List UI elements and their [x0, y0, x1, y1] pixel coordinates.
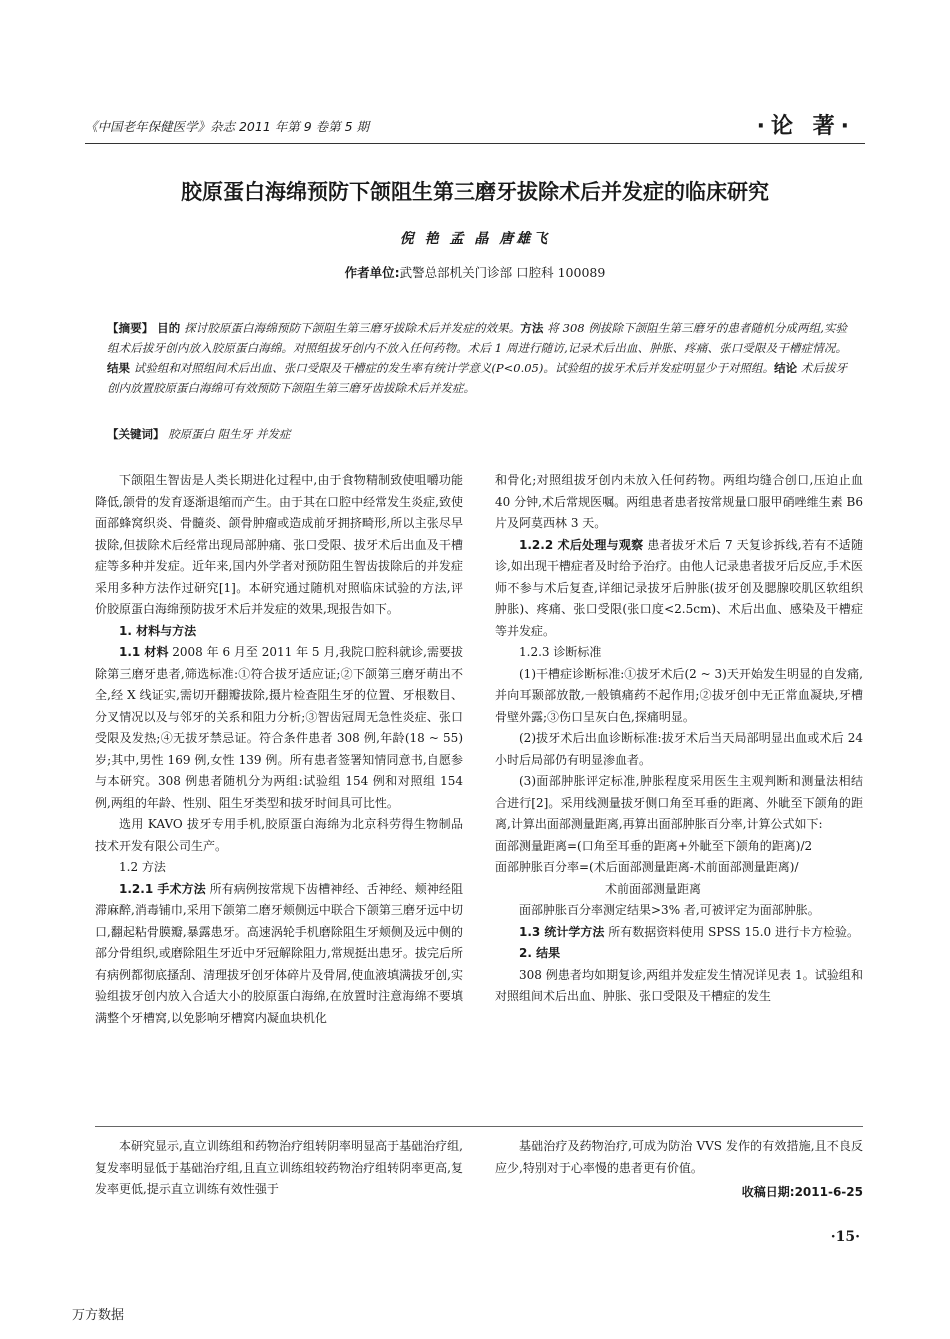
- journal-header: [85, 111, 865, 144]
- keywords: [107, 426, 847, 442]
- section-label: ·论 著·: [756, 114, 855, 139]
- abstract-label: 【摘要】: [107, 321, 154, 335]
- subheading-1-2-1: 1.2.1 手术方法: [119, 881, 206, 896]
- intro-paragraph: 下颌阻生智齿是人类长期进化过程中,由于食物精制致使咀嚼功能降低,颌骨的发育逐渐退缩而产生。由于其在口腔中经常发生炎症,致使面部蜂窝织炎、骨髓炎、颌骨肿瘤或造成前牙拥挤畸形,所以主张尽早拔除,但拔除术后经常出现局部肿痛、张口受限、拔牙术后出血及干槽症等多种并发症。近年来,国内外学者对预防阻生智齿拔除后的并发症采用多种方法作过研究[1]。本研究通过随机对照临床试验的方法,评价胶原蛋白海绵预防拔牙术后并发症的效果,现报告如下。: [95, 473, 463, 616]
- page-number: ·15·: [830, 1229, 860, 1245]
- criteria-1: (1)干槽症诊断标准:①拔牙术后(2 ~ 3)天开始发生明显的自发痛,并向耳颞部放散,一般镇痛药不起作用;②拔牙创中无正常血凝块,牙槽骨壁外露;③伤口呈灰白色,探痛明显。: [495, 666, 863, 724]
- footer-column-left: [95, 1136, 463, 1201]
- subheading-1-3: 1.3 统计学方法: [519, 924, 605, 939]
- section-heading-1: 1. 材料与方法: [119, 623, 197, 638]
- text-1-2-1: 所有病例按常规下齿槽神经、舌神经、颊神经阻滞麻醉,消毒铺巾,采用下颌第二磨牙颊侧远中联合下颌第三磨牙远中切口,翻起粘骨膜瓣,暴露患牙。高速涡轮手机磨除阻生牙颊侧及远中侧的部分骨组织,或磨除阻生牙近中牙冠解除阻力,常规挺出患牙。拔完后所有病例都彻底搔刮、清理拔牙创牙体碎片及骨屑,使血液填满拔牙创,实验组拔牙创内放入合适大小的胶原蛋白海绵,在放置时注意海绵不要填满整个牙槽窝,以免影响牙槽窝内凝血块机化: [95, 881, 463, 1025]
- criteria-4: 面部肿胀百分率测定结果>3% 者,可被评定为面部肿胀。: [519, 903, 820, 917]
- paragraph-1-3: [495, 922, 863, 944]
- paragraph-1-1: [95, 642, 463, 814]
- authors: 倪 艳 孟 晶 唐雄飞: [399, 231, 551, 247]
- paragraph-1-2-2: [495, 535, 863, 643]
- affiliation-text: 武警总部机关门诊部 口腔科 100089: [399, 265, 606, 280]
- paragraph-1-2-1: [95, 879, 463, 1030]
- journal-info: 《中国老年保健医学》杂志 2011 年第 9 卷第 5 期: [85, 119, 370, 134]
- section-heading-2: 2. 结果: [519, 946, 561, 960]
- abstract-conclusion: 术后拔牙创内放置胶原蛋白海绵可有效预防下颌阻生第三磨牙齿拔除术后并发症。: [107, 361, 848, 395]
- subheading-1-2-3: 1.2.3 诊断标准: [519, 645, 602, 659]
- criteria-3: (3)面部肿胀评定标准,肿胀程度采用医生主观判断和测量法相结合进行[2]。采用线测量拔牙侧口角至耳垂的距离、外眦至下颌角的距离,计算出面部测量距离,再算出面部肿胀百分率,计算公式如下:: [495, 774, 863, 831]
- paragraph-continued: 和骨化;对照组拔牙创内未放入任何药物。两组均缝合创口,压迫止血 40 分钟,术后常规医嘱。两组患者患者按常规量口服甲硝唑维生素 B6 片及阿莫西林 3 天。: [495, 473, 863, 530]
- footer-column-right: [495, 1136, 863, 1179]
- abstract: [107, 318, 847, 398]
- keywords-text: 胶原蛋白 阻生牙 并发症: [168, 427, 291, 441]
- subheading-1-1: 1.1 材料: [119, 645, 169, 659]
- footer-text-left: 本研究显示,直立训练组和药物治疗组转阴率明显高于基础治疗组,复发率明显低于基础治疗组,且直立训练组较药物治疗组转阴率更高,复发率更低,提示直立训练有效性强于: [95, 1139, 463, 1196]
- article-title: 胶原蛋白海绵预防下颌阻生第三磨牙拔除术后并发症的临床研究: [181, 180, 769, 204]
- criteria-2: (2)拔牙术后出血诊断标准:拔牙术后当天局部明显出血或术后 24 小时后局部仍有明显渗血者。: [495, 731, 863, 767]
- formula-2-denominator: 术前面部测量距离: [605, 881, 702, 896]
- subheading-1-2: 1.2 方法: [119, 860, 166, 874]
- formula-1: 面部测量距离=(口角至耳垂的距离+外眦至下颌角的距离)/2: [495, 838, 813, 853]
- results-paragraph: 308 例患者均如期复诊,两组并发症发生情况详见表 1。试验组和对照组间术后出血、肿胀、张口受限及干槽症的发生: [495, 967, 863, 1003]
- received-date: 收稿日期:2011-6-25: [741, 1185, 863, 1199]
- body-column-left: [95, 470, 463, 1029]
- abstract-result-label: 结果: [107, 361, 131, 375]
- subheading-1-2-2: 1.2.2 术后处理与观察: [519, 537, 644, 552]
- abstract-result: 试验组和对照组间术后出血、张口受限及干槽症的发生率有统计学意义(P<0.05)。试验组的拔牙术后并发症明显少于对照组。: [133, 361, 775, 375]
- body-column-right: [495, 470, 863, 1008]
- watermark-text: 万方数据: [72, 1308, 125, 1323]
- affiliation-label: 作者单位:: [344, 265, 400, 280]
- footer-text-right: 基础治疗及药物治疗,可成为防治 VVS 发作的有效措施,且不良反应少,特别对于心率慢的患者更有价值。: [495, 1139, 863, 1175]
- text-1-2-2: 患者拔牙术后 7 天复诊拆线,若有不适随诊,如出现干槽症者及时给予治疗。由他人记录患者拔牙后反应,手术医师不参与术后复查,详细记录拔牙后肿胀(拔牙创及腮腺咬肌区软组织肿胀)、疼痛、张口受限(张口度<2.5cm)、术后出血、感染及干槽症等并发症。: [495, 537, 863, 638]
- abstract-method-label: 方法: [520, 321, 544, 335]
- keywords-label: 【关键词】: [107, 427, 165, 441]
- paragraph-1-1b: 选用 KAVO 拔牙专用手机,胶原蛋白海绵为北京科劳得生物制品技术开发有限公司生产。: [95, 817, 463, 853]
- affiliation: [0, 263, 950, 281]
- text-1-1: 2008 年 6 月至 2011 年 5 月,我院口腔科就诊,需要拔除第三磨牙患者,筛选标准:①符合拔牙适应证;②下颌第三磨牙萌出不全,经 X 线证实,需切开翻瓣拔除,摄片检查阻生牙的位置、牙根数目、分叉情况以及与邻牙的关系和阻力分析;③智齿冠周无急性炎症、张口受限及发热;④无拔牙禁忌证。符合条件患者 308 例,年龄(18 ~ 55)岁;其中,男性 169 例,女性 139 例。所有患者签署知情同意书,自愿参与本研究。308 例患者随机分为两组:试验组 154 例和对照组 154 例,两组的年龄、性别、阻生牙类型和拔牙时间具可比性。: [95, 645, 464, 810]
- text-1-3: 所有数据资料使用 SPSS 15.0 进行卡方检验。: [608, 924, 859, 939]
- abstract-conclusion-label: 结论: [774, 361, 798, 375]
- abstract-method: 将 308 例拔除下颌阻生第三磨牙的患者随机分成两组,实验组术后拔牙创内放入胶原蛋白海绵。对照组拔牙创内不放入任何药物。术后 1 周进行随访,记录术后出血、肿胀、疼痛、张口受限及干槽症情况。: [107, 321, 848, 355]
- abstract-aim-label: 目的: [157, 321, 181, 335]
- formula-2: 面部肿胀百分率=(术后面部测量距离-术前面部测量距离)/: [495, 860, 799, 874]
- abstract-aim: 探讨胶原蛋白海绵预防下颌阻生第三磨牙拔除术后并发症的效果。: [184, 321, 521, 335]
- footer-divider: [95, 1126, 863, 1127]
